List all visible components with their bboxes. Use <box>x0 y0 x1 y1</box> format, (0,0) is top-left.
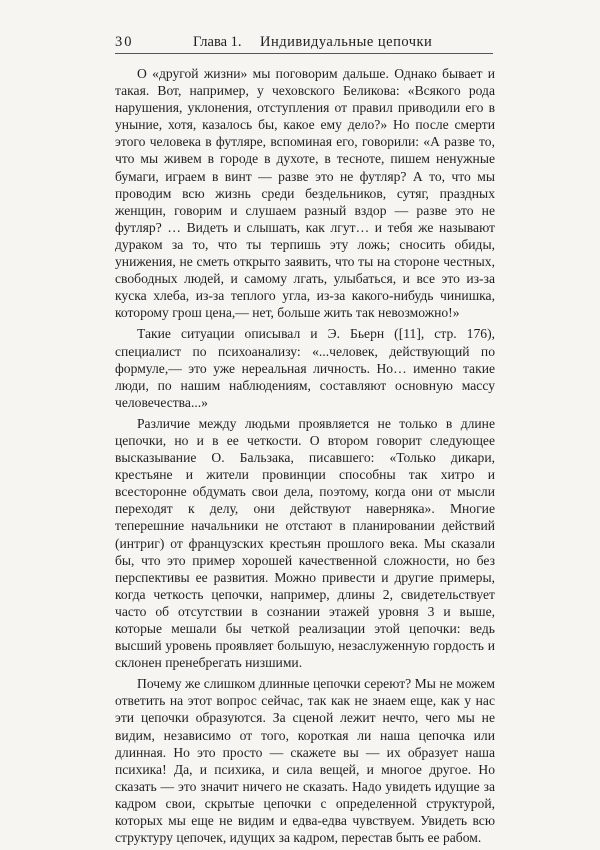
paragraph-2: Такие ситуации описывал и Э. Бьерн ([11], стр. 176), специалист по психоанализу: «...человек, действующий по формуле,— это уже нереальная личность. Но… именно такие люди, по нашим наблюдениям, составляют основную массу человечества...» <box>115 326 495 410</box>
running-header <box>115 33 493 54</box>
paragraph-3: Различие между людьми проявляется не только в длине цепочки, но и в ее четкости. О втором говорит следующее высказывание О. Бальзака, писавшего: «Только дикари, крестьяне и жители провинции способны так хитро и всесторонне обдумать свои дела, поэтому, когда они от мысли переходят к делу, они действуют наверняка». Многие теперешние начальники не отстают в планировании действий (интриг) от французских крестьян прошлого века. Мы сказали бы, что это пример хорошей качественной сложности, но без перспективы ее развития. Можно привести и другие примеры, когда четкость цепочки, например, длины 2, свидетельствует часто об отсутствии в сознании этажей уровня 3 и выше, которые мешали бы четкой реализации этой цепочки: ведь высший уровень проявляет большую, незаслуженную гордость и склонен пренебрегать низшими. <box>115 415 495 671</box>
chapter-title: Индивидуальные цепочки <box>260 34 433 50</box>
page-number: 30 <box>115 34 134 50</box>
body-text <box>115 65 495 850</box>
paragraph-1: О «другой жизни» мы поговорим дальше. Однако бывает и такая. Вот, например, у чеховского Беликова: «Всякого рода нарушения, уклонения, отступления от правил приводили его в уныние, хотя, казалось бы, какое ему дело?» Но после смерти этого человека в футляре, вспоминая его, говорили: «А разве то, что мы живем в городе в духоте, в тесноте, пишем ненужные бумаги, играем в винт — разве это не футляр? А то, что мы проводим всю жизнь среди бездельников, сутяг, праздных женщин, говорим и слушаем разный вздор — разве это не футляр? … Видеть и слышать, как лгут… и тебя же называют дураком за то, что ты терпишь эту ложь; сносить обиды, унижения, не сметь открыто заявить, что ты на стороне честных, свободных людей, и самому лгать, улыбаться, и все это из-за куска хлеба, из-за теплого угла, из-за какого-нибудь чинишка, которому грош цена,— нет, больше жить так невозможно!» <box>115 66 495 321</box>
chapter-label: Глава 1. <box>193 34 242 50</box>
paragraph-4: Почему же слишком длинные цепочки сереют? Мы не можем ответить на этот вопрос сейчас, так как не знаем еще, как у нас эти цепочки образуются. За сценой лежит нечто, чего мы не видим, независимо от того, короткая ли наша цепочка или длинная. Но это просто — скажете вы — их образует наша психика! Да, и психика, и сила вещей, и многое другое. Но сказать — это значит ничего не сказать. Надо увидеть идущие за кадром свои, скрытые цепочки с определенной структурой, которых мы еще не видим и едва-едва чувствуем. Увидеть всю структуру цепочек, идущих за кадром, перестав быть ее рабом. <box>115 676 495 846</box>
